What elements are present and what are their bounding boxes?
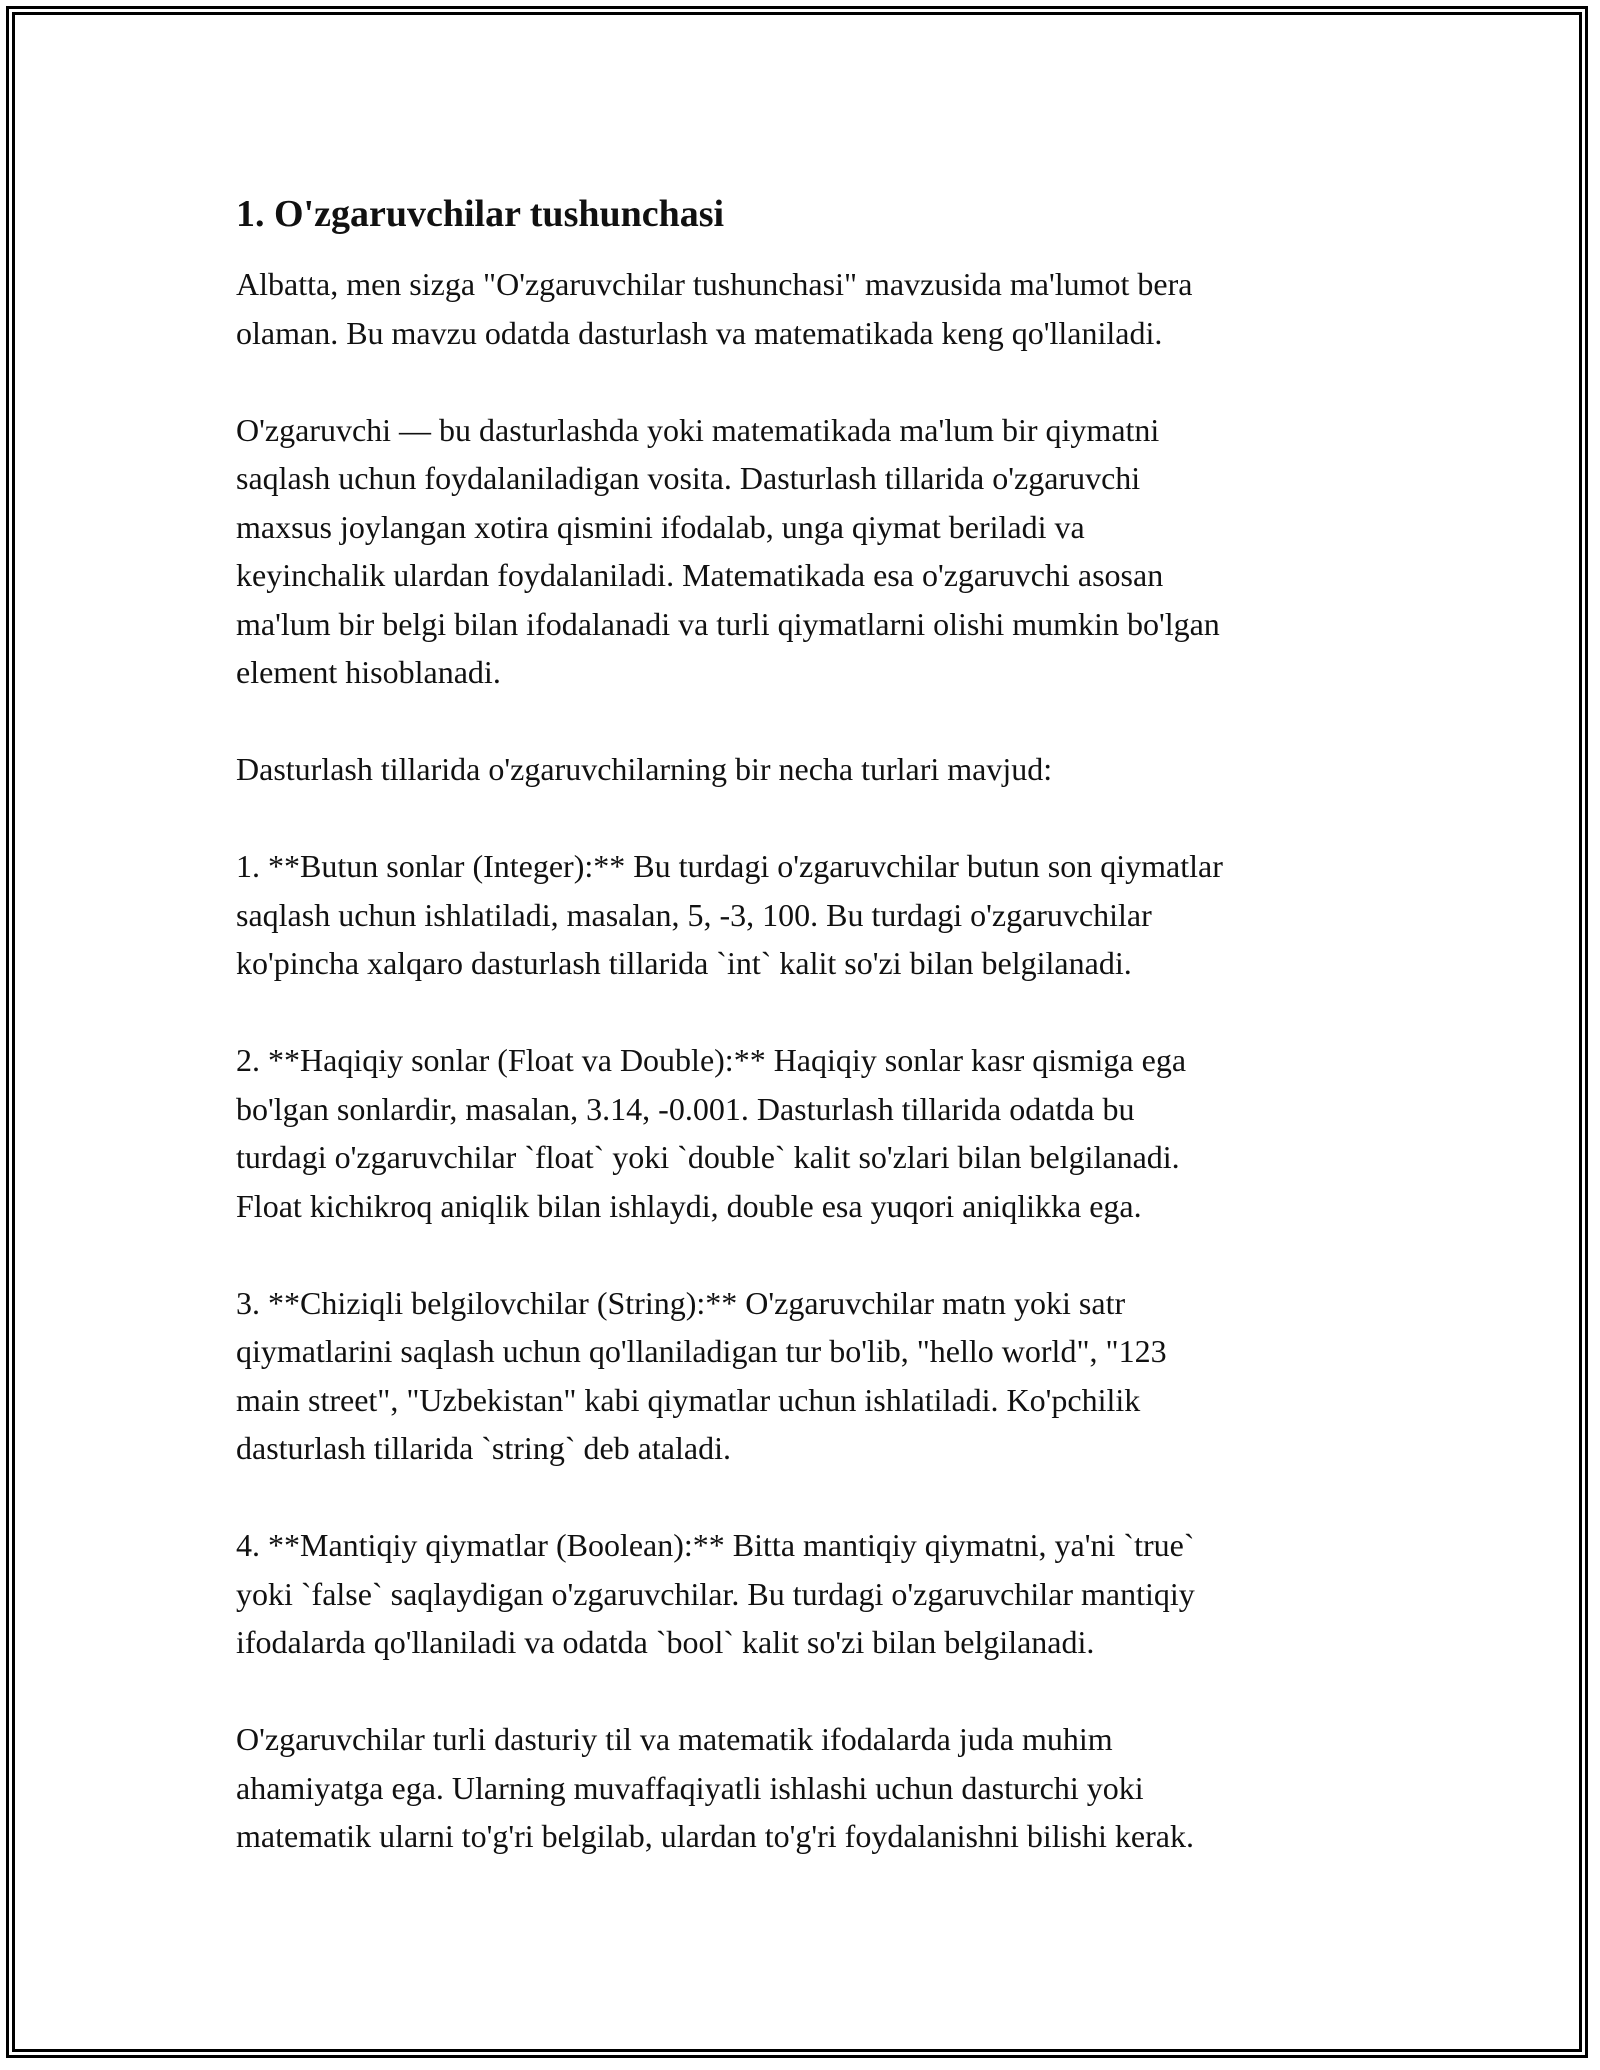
list-item-float: 2. **Haqiqiy sonlar (Float va Double):** Haqiqiy sonlar kasr qismiga ega bo'lgan sonlardir, masalan, 3.14, -0.001. Dasturlash tillarida odatda bu turdagi o'zgaruvchilar `float` yoki `double` kalit so'zlari bilan belgilanadi. Float kichikroq aniqlik bilan ishlaydi, double esa yuqori aniqlikka ega.	[236, 1042, 1187, 1224]
document-body	[236, 182, 1376, 1909]
list-item-string: 3. **Chiziqli belgilovchilar (String):** O'zgaruvchilar matn yoki satr qiymatlarini saqlash uchun qo'llaniladigan tur bo'lib, "hello world", "123 main street", "Uzbekistan" kabi qiymatlar uchun ishlatiladi. Ko'pchilik dasturlash tillarida `string` deb ataladi.	[236, 1284, 1167, 1466]
document-title: 1. O'zgaruvchilar tushunchasi	[236, 193, 725, 235]
list-item-boolean: 4. **Mantiqiy qiymatlar (Boolean):** Bitta mantiqiy qiymatni, ya'ni `true` yoki `false` saqlaydigan o'zgaruvchilar. Bu turdagi o'zgaruvchilar mantiqiy ifodalarda qo'llaniladi va odatda `bool` kalit so'zi bilan belgilanadi.	[236, 1527, 1195, 1660]
list-item-integer: 1. **Butun sonlar (Integer):** Bu turdagi o'zgaruvchilar butun son qiymatlar saqlash uchun ishlatiladi, masalan, 5, -3, 100. Bu turdagi o'zgaruvchilar ko'pincha xalqaro dasturlash tillarida `int` kalit so'zi bilan belgilanadi.	[236, 848, 1223, 981]
types-intro-paragraph: Dasturlash tillarida o'zgaruvchilarning bir necha turlari mavjud:	[236, 751, 1053, 787]
definition-paragraph: O'zgaruvchi — bu dasturlashda yoki matematikada ma'lum bir qiymatni saqlash uchun foydalaniladigan vosita. Dasturlash tillarida o'zgaruvchi maxsus joylangan xotira qismini ifodalab, unga qiymat beriladi va keyinchalik ulardan foydalaniladi. Matematikada esa o'zgaruvchi asosan ma'lum bir belgi bilan ifodalanadi va turli qiymatlarni olishi mumkin bo'lgan element hisoblanadi.	[236, 411, 1220, 690]
conclusion-paragraph: O'zgaruvchilar turli dasturiy til va matematik ifodalarda juda muhim ahamiyatga ega. Ularning muvaffaqiyatli ishlashi uchun dasturchi yoki matematik ularni to'g'ri belgilab, ulardan to'g'ri foydalanishni bilishi kerak.	[236, 1721, 1194, 1854]
intro-paragraph: Albatta, men sizga "O'zgaruvchilar tushunchasi" mavzusida ma'lumot bera olaman. Bu mavzu odatda dasturlash va matematikada keng qo'llaniladi.	[236, 266, 1193, 351]
